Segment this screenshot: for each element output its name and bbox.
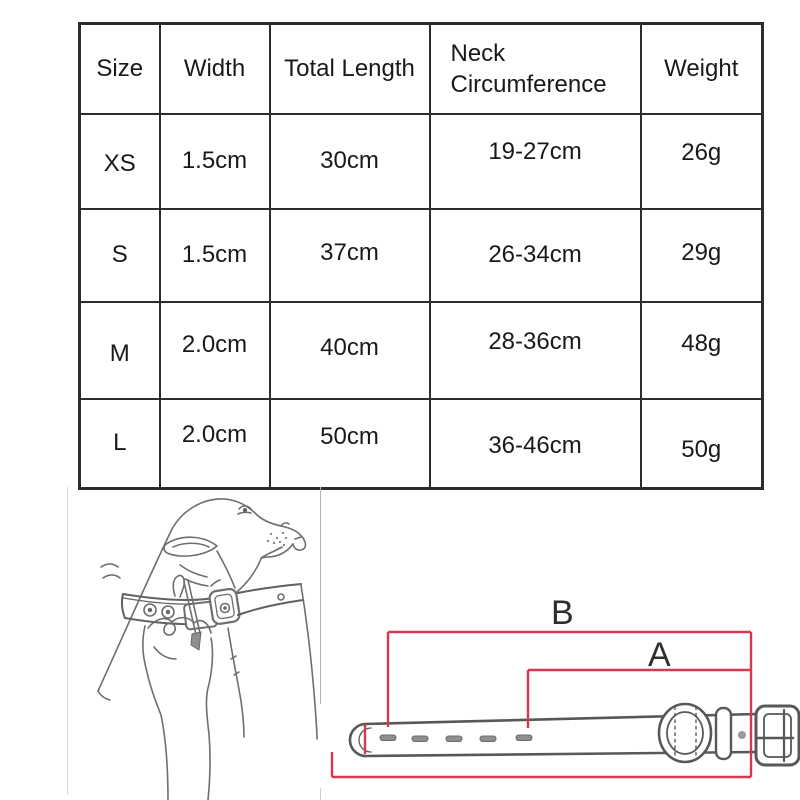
- fur-stroke: [103, 575, 120, 578]
- collar-keeper: [716, 708, 731, 759]
- cell-value: 50g: [681, 436, 722, 464]
- dog-collar-fit-sketch: [68, 487, 324, 800]
- cell-width: [160, 302, 270, 399]
- header-label: Width: [183, 54, 246, 82]
- dog-cheek-line: [217, 551, 235, 588]
- cell-size: [80, 114, 160, 209]
- dog-neck-front-line: [228, 628, 244, 737]
- cell-value: 50cm: [320, 423, 379, 451]
- cell-weight: [641, 209, 763, 302]
- dog-eye-pupil: [243, 508, 247, 512]
- dog-back-line-end: [98, 691, 110, 700]
- dog-nose-notch: [281, 523, 289, 526]
- cell-value: 29g: [681, 239, 722, 266]
- cell-weight: [641, 114, 763, 209]
- measurement-label-a: A: [648, 636, 671, 674]
- cell-value: 1.5cm: [181, 147, 248, 174]
- cell-value: 2.0cm: [181, 421, 248, 449]
- cell-value: XS: [103, 150, 136, 177]
- hand-inner-edge: [206, 638, 212, 800]
- cell-size: [80, 302, 160, 399]
- header-label: Weight: [664, 54, 739, 82]
- fur-stroke: [101, 564, 118, 567]
- column-header-width: [160, 24, 270, 114]
- header-label: Size: [96, 54, 144, 82]
- header-label: Total Length: [284, 54, 415, 82]
- cell-neck: [430, 114, 641, 209]
- cell-value: 28-36cm: [488, 328, 582, 355]
- palm-crease: [154, 647, 176, 659]
- collar-tail-hole: [278, 594, 284, 600]
- fur-stroke: [211, 580, 220, 586]
- cell-neck: [430, 399, 641, 489]
- cell-neck: [430, 302, 641, 399]
- size-chart-table: [78, 22, 764, 490]
- cell-size: [80, 209, 160, 302]
- dog-chest-line: [301, 585, 317, 739]
- cell-size: [80, 399, 160, 489]
- table-row-xs: [80, 114, 763, 209]
- column-header-weight: [641, 24, 763, 114]
- cell-total-length: [270, 209, 430, 302]
- cell-neck: [430, 209, 641, 302]
- measurement-label-b: B: [551, 594, 574, 632]
- table-row-s: [80, 209, 763, 302]
- dog-whisker-dots: [267, 532, 287, 546]
- fur-stroke: [180, 565, 207, 577]
- collar-hole-dot: [738, 731, 746, 739]
- cell-value: L: [113, 429, 127, 457]
- cell-width: [160, 114, 270, 209]
- header-label: Neck Circumference: [450, 39, 607, 98]
- collar-eyelet-hole: [223, 606, 227, 610]
- cell-value: S: [111, 241, 128, 268]
- cell-weight: [641, 399, 763, 489]
- collar-tail-bottom: [238, 600, 303, 615]
- cell-width: [160, 399, 270, 489]
- cell-width: [160, 209, 270, 302]
- collar-eyelet-hole: [148, 608, 152, 612]
- cell-total-length: [270, 399, 430, 489]
- cell-weight: [641, 302, 763, 399]
- table-header-row: [80, 24, 763, 114]
- cell-value: 2.0cm: [181, 331, 248, 358]
- cell-value: M: [109, 340, 130, 367]
- cell-value: 37cm: [320, 239, 379, 266]
- cell-value: 36-46cm: [488, 432, 582, 460]
- column-header-total-length: [270, 24, 430, 114]
- table-row-l: [80, 399, 763, 489]
- hand-outer-edge: [143, 626, 168, 800]
- table-row-m: [80, 302, 763, 399]
- cell-value: 30cm: [320, 147, 379, 174]
- dog-ear-inner: [173, 543, 209, 547]
- cell-value: 26g: [681, 139, 722, 166]
- dog-nostril: [295, 537, 301, 539]
- column-header-size: [80, 24, 160, 114]
- collar-tail-top: [238, 584, 301, 593]
- collar-eyelet-hole: [166, 610, 170, 614]
- thumb-tip: [164, 623, 175, 635]
- cell-value: 26-34cm: [488, 241, 582, 268]
- cell-total-length: [270, 302, 430, 399]
- cell-value: 1.5cm: [181, 241, 248, 268]
- cell-value: 19-27cm: [488, 138, 582, 165]
- column-header-neck-circumference: [430, 24, 641, 114]
- cell-value: 48g: [681, 330, 722, 357]
- dog-eye-lid: [238, 512, 251, 514]
- finger-tip-shaded: [191, 632, 201, 650]
- cell-value: 40cm: [320, 334, 379, 361]
- cell-total-length: [270, 114, 430, 209]
- finger-above-collar: [173, 575, 184, 597]
